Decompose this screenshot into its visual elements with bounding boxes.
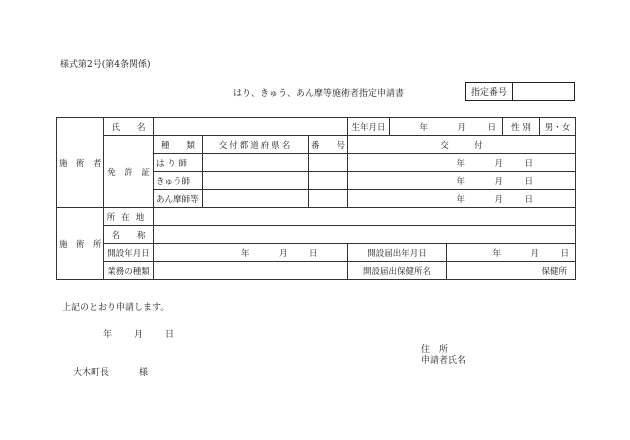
- row-name: [57, 118, 576, 136]
- license-type-anma: あん摩師等: [154, 190, 203, 208]
- birthdate-field[interactable]: [390, 118, 503, 136]
- facility-name-field[interactable]: [154, 226, 576, 244]
- business-type-field[interactable]: [154, 262, 348, 280]
- facility-name-label: 名 称: [104, 226, 154, 244]
- row-facility-name: [57, 226, 576, 244]
- facility-section-label: 施 術 所: [57, 208, 104, 280]
- health-center-field[interactable]: [447, 262, 576, 280]
- opening-date-label: 開設年月日: [104, 244, 154, 262]
- notice-day-unit: 日: [560, 248, 570, 259]
- issue-day-unit: 日: [524, 158, 534, 169]
- number-field-anma[interactable]: [309, 190, 348, 208]
- issue-year-unit: 年: [456, 158, 466, 169]
- practitioner-section-label: 施 術 者: [57, 118, 104, 208]
- sex-options[interactable]: 男・女: [540, 118, 576, 136]
- submission-date[interactable]: [103, 331, 196, 340]
- location-field[interactable]: [154, 208, 576, 226]
- license-type-kyu: きゅう師: [154, 172, 203, 190]
- row-business-type: [57, 262, 576, 280]
- location-label: 所在地: [104, 208, 154, 226]
- sex-label: 性 別: [503, 118, 540, 136]
- recipient-name: 大木町長: [73, 368, 110, 378]
- license-type-hari: は り 師: [154, 154, 203, 172]
- prefecture-header: 交付都道府県名: [203, 136, 309, 154]
- address-line[interactable]: 住 所: [421, 345, 449, 355]
- opening-date-field[interactable]: [154, 244, 348, 262]
- prefecture-field-hari[interactable]: [203, 154, 309, 172]
- license-label: 免 許 証: [104, 136, 154, 208]
- prefecture-field-anma[interactable]: [203, 190, 309, 208]
- issue-day-unit: 日: [524, 176, 534, 187]
- designation-number-field[interactable]: [513, 83, 574, 100]
- submission-day-unit: 日: [165, 330, 175, 340]
- birth-month-unit: 月: [457, 122, 467, 133]
- honorific: 様: [139, 368, 149, 378]
- birth-year-unit: 年: [419, 122, 429, 133]
- name-field[interactable]: [154, 118, 348, 136]
- prefecture-field-kyu[interactable]: [203, 172, 309, 190]
- submission-year-unit: 年: [103, 330, 113, 340]
- issue-year-unit: 年: [456, 194, 466, 205]
- name-label: 氏 名: [104, 118, 154, 136]
- notice-month-unit: 月: [530, 248, 540, 259]
- row-opening-date: [57, 244, 576, 262]
- notice-date-label: 開設届出年月日: [348, 244, 447, 262]
- notice-year-unit: 年: [492, 248, 502, 259]
- form-number: 様式第2号(第4条関係): [60, 60, 151, 70]
- notice-date-field[interactable]: [447, 244, 576, 262]
- number-field-hari[interactable]: [309, 154, 348, 172]
- designation-number-box: [465, 82, 575, 101]
- recipient-line: [73, 369, 148, 378]
- issue-date-kyu[interactable]: [348, 172, 576, 190]
- issue-year-unit: 年: [456, 176, 466, 187]
- opening-day-unit: 日: [309, 248, 318, 259]
- application-statement: 上記のとおり申請します。: [62, 303, 170, 313]
- row-license-header: [57, 136, 576, 154]
- submission-month-unit: 月: [134, 330, 144, 340]
- issue-month-unit: 月: [494, 176, 504, 187]
- birthdate-label: 生年月日: [348, 118, 390, 136]
- opening-year-unit: 年: [241, 248, 250, 259]
- issue-header: 交 付: [348, 136, 576, 154]
- application-table: [56, 117, 576, 280]
- issue-month-unit: 月: [494, 158, 504, 169]
- health-center-label: 開設届出保健所名: [348, 262, 447, 280]
- business-type-label: 業務の種類: [104, 262, 154, 280]
- applicant-name-line[interactable]: 申請者氏名: [421, 356, 467, 366]
- row-location: [57, 208, 576, 226]
- opening-month-unit: 月: [279, 248, 288, 259]
- issue-day-unit: 日: [524, 194, 534, 205]
- number-field-kyu[interactable]: [309, 172, 348, 190]
- issue-date-anma[interactable]: [348, 190, 576, 208]
- birth-day-unit: 日: [487, 122, 497, 133]
- document-title: はり、きゅう、あん摩等施術者指定申請書: [233, 89, 405, 99]
- issue-month-unit: 月: [494, 194, 504, 205]
- kind-header: 種 類: [154, 136, 203, 154]
- designation-number-label: 指定番号: [466, 83, 513, 100]
- issue-date-hari[interactable]: [348, 154, 576, 172]
- health-center-suffix: 保健所: [541, 266, 568, 277]
- number-header: 番 号: [309, 136, 348, 154]
